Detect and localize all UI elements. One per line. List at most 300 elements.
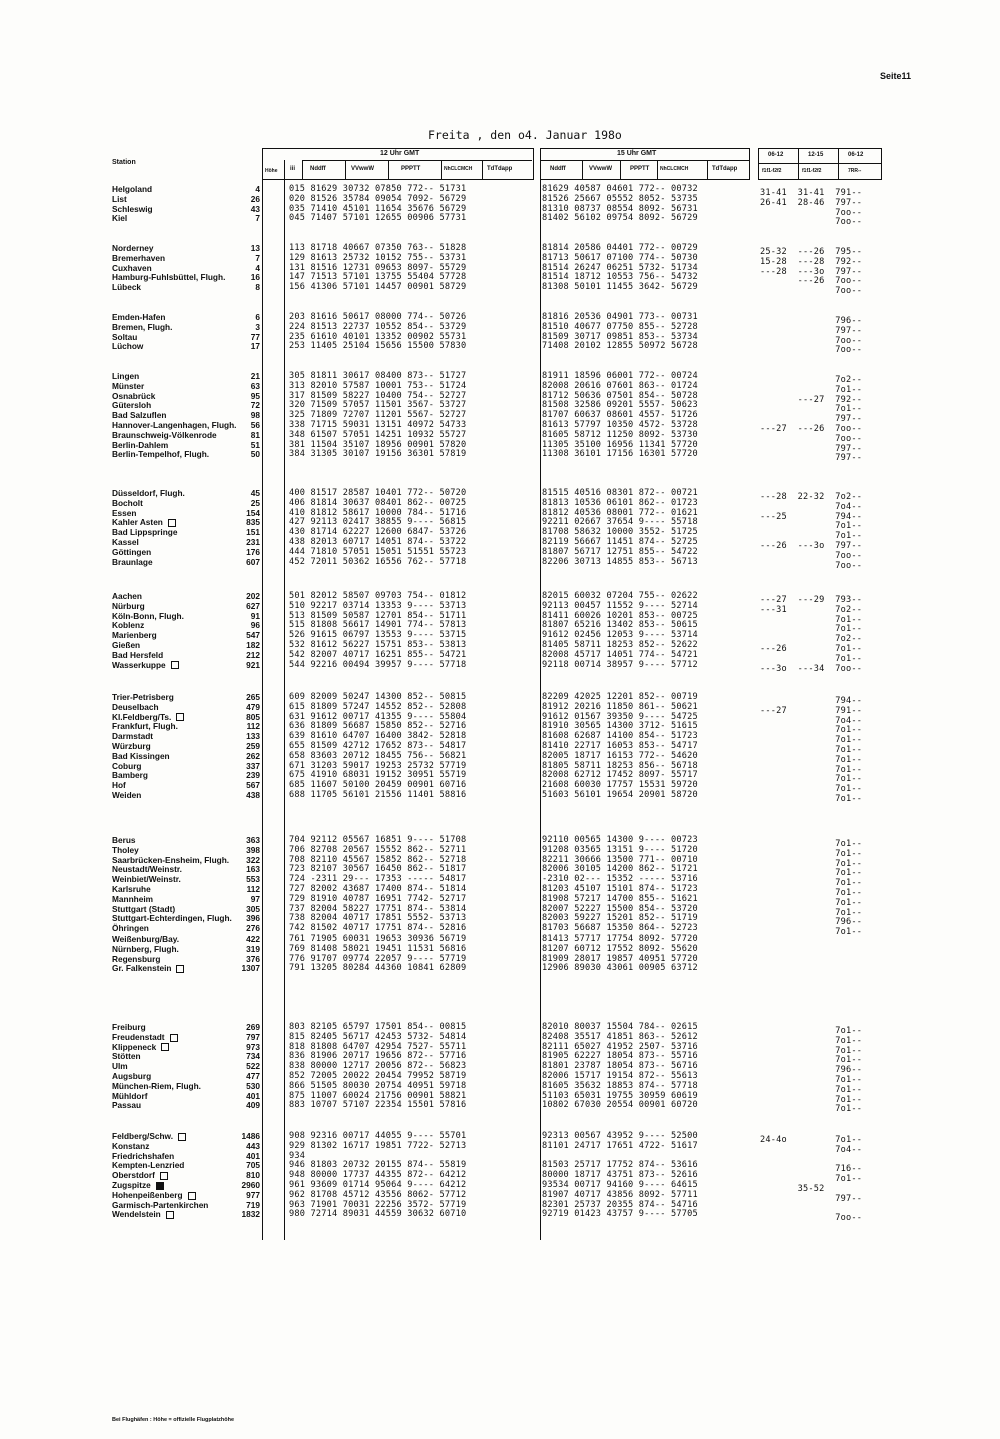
obs-15utc: 51603 56101 19654 20901 58720 [542,790,698,800]
station-name: Friedrichshafen [112,1150,175,1161]
obs-15utc: 81629 40587 04601 772-- 00732 [542,184,698,194]
obs-15utc: 81912 20216 11850 861-- 50621 [542,701,698,712]
extra-values: 7o1-- [760,774,863,785]
extra-values: 797-- [760,414,863,425]
station-name: Helgoland [112,184,153,194]
obs-12utc: 113 81718 40667 07350 763-- 51828 [289,243,467,253]
column-rule [284,180,285,1240]
obs-12utc: 325 71809 72707 11201 5567- 52727 [289,410,467,421]
station-altitude: 921 [246,659,260,670]
obs-12utc: 542 82007 40717 16251 855-- 54721 [289,649,467,660]
extra-values: 797-- [760,443,863,454]
station-name: Gütersloh [112,400,152,411]
station-name-text: Hohenpeißenberg [112,1189,183,1200]
obs-12utc: 320 71509 57057 11501 3567- 53727 [289,400,467,411]
obs-15utc: 81509 30717 09851 853-- 53734 [542,331,698,342]
station-name: Bad Kissingen [112,750,170,761]
station-altitude: 734 [246,1051,260,1062]
station-altitude: 51 [250,439,260,450]
station-altitude: 151 [246,527,260,538]
obs-12utc: 452 72011 50362 16556 762-- 57718 [289,556,467,567]
extra-values: 7o1-- [760,927,863,938]
extra-values: 7oo-- [760,217,863,228]
obs-15utc: 91208 03565 13151 9---- 51720 [542,844,698,855]
obs-15utc: 82003 59227 15201 852-- 51719 [542,913,698,924]
col-header: f1f1-f2f2 [802,168,822,174]
station-altitude: 305 [246,903,260,914]
obs-12utc: 723 82107 30567 16450 862-- 51817 [289,864,467,875]
obs-15utc: 12906 89030 43061 00905 63712 [542,963,698,974]
station-altitude: 7 [255,213,260,224]
extra-values: ---26 7o1-- [760,644,863,654]
extra-values: 7o4-- [760,501,863,512]
station-altitude: 8 [255,282,260,293]
station-name: Düsseldorf, Flugh. [112,488,185,498]
station-name: Weißenburg/Bay. [112,934,179,944]
station-name: Koblenz [112,620,145,631]
station-altitude: 269 [246,1022,260,1032]
obs-12utc: 934 [289,1150,306,1161]
station-altitude: 56 [250,420,260,430]
obs-15utc: 81801 23787 18054 873-- 56716 [542,1061,698,1072]
obs-15utc: 81813 10536 06101 862-- 01723 [542,497,698,508]
obs-12utc: 706 82708 20567 15552 862-- 52711 [289,844,467,855]
station-name: Weiden [112,790,142,800]
station-name: Lübeck [112,282,142,293]
header-divider [798,148,799,179]
station-altitude: 63 [250,380,260,391]
obs-12utc: 980 72714 89031 44559 30632 60710 [289,1209,467,1220]
station-name-text: Freudenstadt [112,1031,165,1042]
obs-15utc: 81310 08737 08554 8092- 56731 [542,203,698,214]
header-divider [284,160,285,179]
extra-values: 7o2-- [760,375,863,385]
obs-12utc: 704 92112 05567 16851 9---- 51708 [289,835,467,845]
station-name: Deuselbach [112,701,159,712]
station-name: Karlsruhe [112,884,151,894]
station-altitude: 438 [246,790,260,800]
obs-12utc: 438 82013 60717 14051 874-- 53722 [289,537,467,547]
obs-15utc: 81608 62687 14100 854-- 51723 [542,731,698,742]
station-name-text: Zugspitze [112,1180,151,1190]
station-altitude: 13 [250,243,260,253]
obs-15utc: 92113 00457 11552 9---- 52714 [542,600,698,611]
station-altitude: 17 [250,341,260,352]
station-altitude: 477 [246,1071,260,1081]
obs-12utc: 961 93609 01714 95064 9---- 64212 [289,1180,467,1190]
station-square-icon [156,1182,164,1190]
extra-values: ---26 7oo-- [760,276,863,287]
extra-values: ---31 7o2-- [760,604,863,615]
obs-15utc: 81101 24717 17651 4722- 51617 [542,1140,698,1151]
station-altitude: 530 [246,1080,260,1091]
obs-12utc: 526 91615 06797 13553 9---- 53715 [289,630,467,641]
station-altitude: 1486 [241,1131,260,1141]
obs-12utc: 203 81616 50617 08000 774-- 50726 [289,312,467,322]
obs-15utc: 81707 60637 08601 4557- 51726 [542,410,698,421]
obs-12utc: 532 81612 56227 15751 853-- 53813 [289,640,467,650]
extra-values: 7oo-- [760,345,863,356]
header-divider [388,160,389,179]
obs-12utc: 962 81708 45712 43556 8062- 57712 [289,1189,467,1200]
station-altitude: 98 [250,410,260,421]
obs-12utc: 501 82012 58507 09703 754-- 01812 [289,591,467,601]
obs-15utc: 81807 56717 12751 855-- 54722 [542,546,698,557]
obs-12utc: 253 11405 25104 15656 15500 57830 [289,341,467,352]
obs-15utc: 92118 00714 38957 9---- 57712 [542,659,698,670]
station-altitude: 719 [246,1199,260,1210]
station-name: Stuttgart-Echterdingen, Flugh. [112,913,232,924]
obs-15utc: 51103 65031 19755 30959 60619 [542,1090,698,1101]
obs-15utc: 81708 58632 10000 3552- 51725 [542,527,698,538]
station-altitude: 112 [246,721,260,732]
obs-15utc: 82119 56667 11451 874-- 52725 [542,537,698,547]
station-altitude: 81 [250,429,260,440]
station-altitude: 45 [250,488,260,498]
page-number: Seite11 [880,71,912,81]
extra-values: 7oo-- [760,560,863,571]
station-altitude: 553 [246,874,260,885]
obs-12utc: 015 81629 30732 07850 772-- 51731 [289,184,467,194]
station-altitude: 7 [255,252,260,263]
obs-15utc: 81413 57717 17754 8092- 57720 [542,934,698,944]
extra-values: 15-28 ---28 792-- [760,256,863,267]
obs-12utc: 147 71513 57101 13755 55404 57728 [289,272,467,283]
extra-values: 797-- [760,1193,863,1204]
obs-12utc: 724 -2311 29--- 17353 ----- 54817 [289,874,467,885]
obs-15utc: 92719 01423 43757 9---- 57705 [542,1209,698,1220]
extra-values: 797-- [760,453,863,464]
obs-15utc: 81911 18596 06001 772-- 00724 [542,371,698,381]
obs-15utc: 82206 30713 14855 853-- 56713 [542,556,698,567]
hoehe-column-header: Höhe [265,168,278,174]
obs-15utc: 92211 02667 37654 9---- 55718 [542,517,698,528]
station-altitude: 401 [246,1090,260,1101]
station-altitude: 396 [246,913,260,924]
extra-values: 7oo-- [760,335,863,346]
obs-12utc: 305 81811 30617 08400 873-- 51727 [289,371,467,381]
obs-15utc: 82015 60032 07204 755-- 02622 [542,591,698,601]
station-altitude: 265 [246,692,260,702]
obs-12utc: 737 82004 58227 17751 874-- 53814 [289,903,467,914]
obs-12utc: 131 81516 12731 09653 8097- 55729 [289,262,467,273]
station-name: Freiburg [112,1022,146,1032]
obs-12utc: 631 91612 00717 41355 9---- 55804 [289,711,467,722]
extra-values: 7o1-- [760,839,863,849]
obs-15utc: 81410 22717 16053 853-- 54717 [542,741,698,751]
obs-12utc: 020 81526 35784 09054 7092- 56729 [289,193,467,204]
extra-values: 797-- [760,325,863,336]
extra-values: 7o2-- [760,634,863,645]
obs-15utc: 21608 60030 17757 15531 59720 [542,780,698,791]
station-name: Nürnberg, Flugh. [112,943,179,954]
obs-15utc: 81712 50636 07501 854-- 50728 [542,390,698,401]
obs-15utc: 82007 52227 15500 854-- 53720 [542,903,698,914]
station-name: Saarbrücken-Ensheim, Flugh. [112,854,230,865]
obs-15utc: 81713 50617 07100 774-- 50730 [542,252,698,263]
obs-12utc: 410 81812 58617 10000 784-- 51716 [289,507,467,518]
header-divider [707,160,708,179]
extra-values: 7o1-- [760,531,863,542]
obs-15utc: 11305 35100 16956 11341 57720 [542,439,698,450]
obs-15utc: 82010 80037 15504 784-- 02615 [542,1022,698,1032]
station-altitude: 154 [246,507,260,518]
obs-15utc: 82006 30105 14200 862-- 51721 [542,864,698,875]
station-altitude: 1307 [241,963,260,974]
extra-values: 7o1-- [760,725,863,736]
header-divider [758,163,881,164]
station-square-icon [178,1133,186,1141]
station-altitude: 1832 [241,1209,260,1220]
station-name: Weinbiet/Weinstr. [112,874,181,885]
obs-15utc: 81605 35632 18853 874-- 57718 [542,1080,698,1091]
obs-15utc: 81510 40677 07750 855-- 52728 [542,321,698,332]
station-altitude: 810 [246,1170,260,1181]
station-name: Coburg [112,760,142,771]
station-square-icon [176,965,184,973]
station-name: Norderney [112,243,154,253]
header-divider [302,160,303,179]
station-altitude: 401 [246,1150,260,1161]
extra-values: 7o1-- [760,868,863,879]
station-name: Hof [112,780,126,791]
obs-15utc: -2310 02--- 15352 ----- 53716 [542,874,698,885]
station-name: Braunlage [112,556,153,567]
obs-12utc: 317 81509 58227 10400 754-- 52727 [289,390,467,401]
station-name: München-Riem, Flugh. [112,1080,201,1091]
station-altitude: 26 [250,193,260,204]
col-header: VVwwW [351,166,375,172]
station-name-text: Gr. Falkenstein [112,963,172,974]
obs-15utc: 10802 67030 20554 00901 60720 [542,1100,698,1111]
extra-values: ---3o ---34 7oo-- [760,663,863,674]
obs-15utc: 81411 60026 10201 853-- 00725 [542,610,698,621]
station-altitude: 212 [246,649,260,660]
station-altitude: 182 [246,640,260,650]
station-name: Münster [112,380,145,391]
extra-values: 7o1-- [760,624,863,635]
station-name-text: Oberstdorf [112,1170,155,1181]
obs-12utc: 675 41910 68031 19152 30951 55719 [289,770,467,781]
station-square-icon [161,1043,169,1051]
obs-12utc: 129 81613 25732 10152 755-- 53731 [289,252,467,263]
obs-15utc: 81207 60712 17552 8092- 55620 [542,943,698,954]
extra-values: 7o1-- [760,897,863,908]
extra-values: 7o1-- [760,1104,863,1115]
station-altitude: 797 [246,1031,260,1042]
obs-15utc: 91612 01567 39350 9---- 54725 [542,711,698,722]
station-altitude: 231 [246,537,260,547]
col-header: VVwwW [589,166,613,172]
obs-12utc: 742 81502 40717 17751 874-- 52816 [289,923,467,934]
station-altitude: 25 [250,497,260,508]
extra-values: 7o1-- [760,764,863,775]
obs-15utc: 81203 45107 15101 874-- 51723 [542,884,698,894]
obs-12utc: 688 11705 56101 21556 11401 58816 [289,790,467,800]
obs-12utc: 836 81906 20717 19656 872-- 57716 [289,1051,467,1062]
obs-12utc: 430 81714 62227 12600 6847- 53726 [289,527,467,538]
obs-15utc: 92313 00567 43952 9---- 52500 [542,1131,698,1141]
extra-values: 7o1-- [760,1026,863,1036]
obs-12utc: 400 81517 28587 10401 772-- 50720 [289,488,467,498]
obs-15utc: 80000 18717 43751 873-- 52616 [542,1170,698,1181]
extra-values: ---25 794-- [760,511,863,522]
extra-values: 7o1-- [760,1035,863,1046]
station-altitude: 2960 [241,1180,260,1190]
obs-15utc: 82211 30666 13500 771-- 00710 [542,854,698,865]
obs-12utc: 513 81509 50587 12701 854-- 51711 [289,610,467,621]
header-divider [582,160,583,179]
station-name: Soltau [112,331,138,342]
obs-12utc: 348 61507 57051 14251 10932 55727 [289,429,467,440]
station-altitude: 607 [246,556,260,567]
obs-12utc: 948 80000 17737 44355 872-- 64212 [289,1170,467,1181]
station-name: Cuxhaven [112,262,152,273]
obs-12utc: 406 81814 30637 08401 862-- 00725 [289,497,467,508]
station-square-icon [160,1172,168,1180]
extra-values: 7o1-- [760,735,863,746]
station-altitude: 163 [246,864,260,875]
obs-15utc: 81508 32586 09201 5557- 50623 [542,400,698,411]
col-header: 06-12 [848,152,864,158]
station-name: Bocholt [112,497,143,508]
obs-15utc: 93534 00717 94160 9---- 64615 [542,1180,698,1190]
obs-12utc: 883 10707 57107 22354 15501 57816 [289,1100,467,1111]
obs-15utc: 82008 20616 07601 863-- 01724 [542,380,698,391]
station-altitude: 95 [250,390,260,401]
station-altitude: 977 [246,1189,260,1200]
extra-values: 796-- [760,1065,863,1076]
obs-12utc: 444 71810 57051 15051 51551 55723 [289,546,467,557]
obs-15utc: 82006 15717 19154 872-- 55613 [542,1071,698,1081]
obs-12utc: 776 91707 09774 22057 9---- 57719 [289,953,467,964]
obs-15utc: 81613 57797 10350 4572- 53728 [542,420,698,430]
station-name: Nürburg [112,600,145,611]
station-altitude: 835 [246,517,260,528]
station-name-text: Wendelstein [112,1209,161,1220]
col-header: TdTdapp [712,166,738,172]
station-altitude: 259 [246,741,260,751]
station-altitude: 4 [255,184,260,194]
extra-values: 24-4o 7o1-- [760,1135,863,1145]
station-name: Bremerhaven [112,252,166,263]
obs-12utc: 815 82405 56717 42453 5732- 54814 [289,1031,467,1042]
obs-12utc: 963 71901 70031 22256 3572- 57719 [289,1199,467,1210]
station-altitude: 409 [246,1100,260,1111]
extra-values: 794-- [760,696,863,706]
header-divider [838,148,839,179]
extra-values: 7o1-- [760,848,863,859]
station-altitude: 805 [246,711,260,722]
extra-values: 7o1-- [760,521,863,532]
obs-15utc: 81907 40717 43856 8092- 57711 [542,1189,698,1200]
obs-15utc: 81514 18712 10553 756-- 54732 [542,272,698,283]
obs-15utc: 71408 20102 12855 50972 56728 [542,341,698,352]
obs-15utc: 81703 56687 15350 864-- 52723 [542,923,698,934]
station-name: Stuttgart (Stadt) [112,903,176,914]
obs-12utc: 381 11504 35107 18956 00901 57820 [289,439,467,450]
station-name: Konstanz [112,1140,150,1151]
obs-15utc: 82408 35517 41851 863-- 52612 [542,1031,698,1042]
station-name: Emden-Hafen [112,312,166,322]
obs-15utc: 81905 62227 18054 873-- 55716 [542,1051,698,1062]
obs-12utc: 875 11007 60024 21756 00901 58821 [289,1090,467,1101]
station-column-header: Station [112,159,136,166]
obs-12utc: 615 81809 57247 14552 852-- 52808 [289,701,467,712]
extra-values: 35-52 [760,1184,825,1194]
station-name: Stötten [112,1051,141,1062]
obs-12utc: 738 82004 40717 17851 5552- 53713 [289,913,467,924]
station-name [112,1210,174,1220]
station-name: Tholey [112,844,139,855]
obs-12utc: 224 81513 22737 10552 854-- 53729 [289,321,467,332]
obs-15utc: 81405 58711 18253 852-- 52622 [542,640,698,650]
extra-values: 7o4-- [760,1144,863,1155]
obs-12utc: 655 81509 42712 17652 873-- 54817 [289,741,467,751]
obs-12utc: 803 82105 65797 17501 854-- 00815 [289,1022,467,1032]
extra-values: 7o1-- [760,878,863,889]
obs-12utc: 338 71715 59031 13151 40972 54733 [289,420,467,430]
extra-values: ---28 22-32 7o2-- [760,492,863,502]
footnote: Bei Flughäfen : Höhe = offizielle Flugplatzhöhe [112,1417,235,1423]
extra-values: ---27 792-- [760,394,863,405]
obs-15utc: 82209 42025 12201 852-- 00719 [542,692,698,702]
obs-12utc: 045 71407 57101 12655 00906 57731 [289,213,467,224]
station-name: Marienberg [112,630,157,641]
obs-12utc: 384 31305 30107 19156 36301 57819 [289,449,467,460]
extra-values: 7o1-- [760,1055,863,1066]
header-divider [345,160,346,179]
station-name: Osnabrück [112,390,156,401]
obs-15utc: 81514 26247 06251 5732- 51734 [542,262,698,273]
extra-values: 7o1-- [760,404,863,415]
extra-values: 7o1-- [760,1094,863,1105]
station-altitude: 567 [246,780,260,791]
station-name [112,964,184,974]
extra-values: 7o1-- [760,784,863,795]
obs-15utc: 82005 18717 16153 772-- 54620 [542,750,698,761]
col-header: PPPTT [630,166,650,172]
station-altitude: 422 [246,934,260,944]
obs-15utc: 81605 58712 11250 8092- 53730 [542,429,698,440]
station-name: Regensburg [112,953,161,964]
obs-15utc: 81814 20586 04401 772-- 00729 [542,243,698,253]
extra-values: ---28 ---3o 797-- [760,266,863,277]
station-altitude: 337 [246,760,260,771]
obs-12utc: 852 72005 20022 20454 79952 58719 [289,1071,467,1081]
obs-12utc: 235 61610 40101 13352 00902 55731 [289,331,467,342]
col-header: 06-12 [768,152,784,158]
obs-15utc: 81526 25667 05552 8052- 53735 [542,193,698,204]
station-square-icon [171,661,179,669]
extra-values: 796-- [760,316,863,326]
obs-12utc: 761 71905 60031 19653 30936 56719 [289,934,467,944]
col-header: NhCLCMCH [444,166,473,172]
obs-15utc: 81807 65216 13402 853-- 50615 [542,620,698,631]
station-name-text: Wasserkuppe [112,659,166,670]
extra-values: 7o1-- [760,1075,863,1085]
station-square-icon [168,519,176,527]
obs-15utc: 81515 40516 08301 872-- 00721 [542,488,698,498]
station-name: Schleswig [112,203,153,214]
station-altitude: 443 [246,1140,260,1151]
station-name: Kiel [112,213,128,224]
obs-15utc: 91612 02456 12053 9---- 53714 [542,630,698,641]
station-altitude: 376 [246,953,260,964]
obs-15utc: 81402 56102 09754 8092- 56729 [542,213,698,224]
station-altitude: 547 [246,630,260,641]
obs-12utc: 791 13205 80284 44360 10841 62809 [289,963,467,974]
